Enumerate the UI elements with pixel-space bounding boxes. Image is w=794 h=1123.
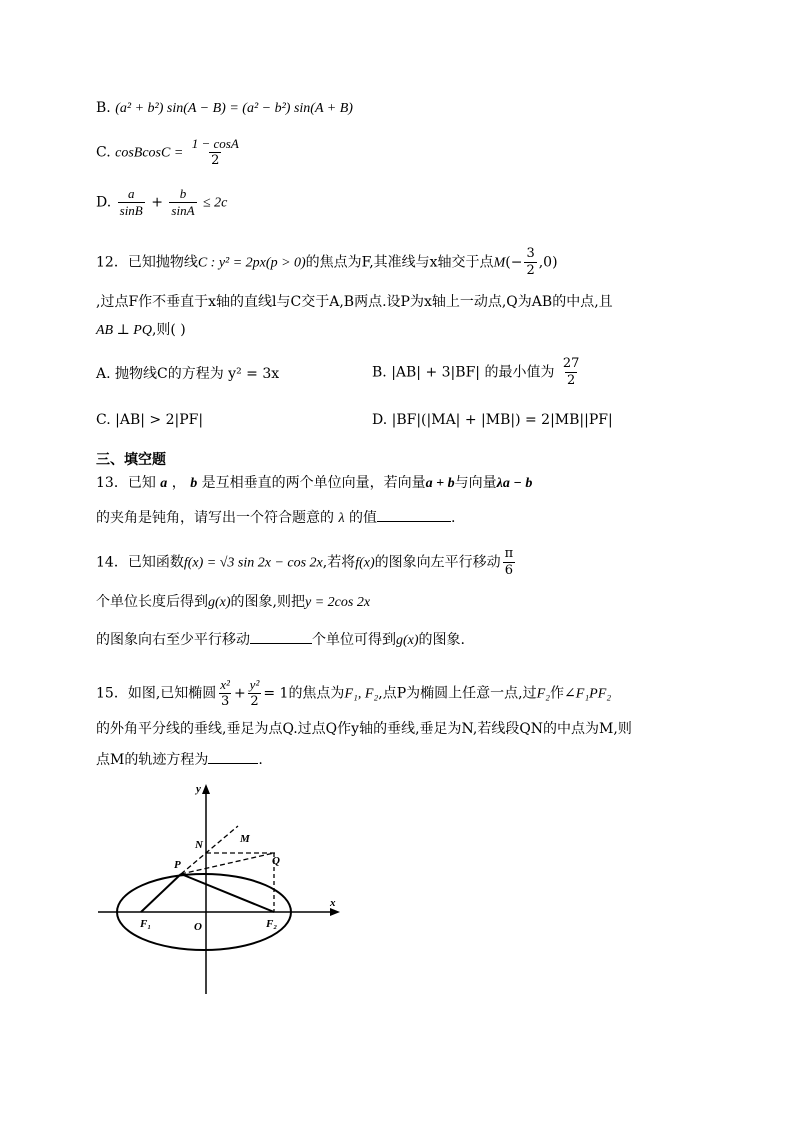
q14-pi-fraction: $\frac{\pi}{6}$ xyxy=(504,546,514,578)
q15-line-1: 15．如图,已知椭圆 $\frac{\text{x²}}{3}$ + $\frac{\text{y²}}{2}$ = 1的焦点为F₁, F₂,点P为椭圆上任意一点,过F₂作∠F₁PF₂ xyxy=(96,677,612,709)
q14-line-1: 14．已知函数f(x) = √3 sin 2x − cos 2x,若将f(x)的图象向左平行移动 $\frac{\pi}{6}$ xyxy=(96,546,514,578)
q12-point-fraction: $\frac{3}{2}$ xyxy=(526,246,535,278)
y-axis-arrow xyxy=(202,784,210,794)
q14-answer-blank[interactable] xyxy=(250,629,312,644)
q14-line-2: 个单位长度后得到g(x)的图象,则把y = 2cos 2x xyxy=(96,594,371,610)
segment-p-q xyxy=(181,853,274,874)
q12-stem-line-2: ,过点F作不垂直于x轴的直线l与C交于A,B两点.设P为x轴上一动点,Q为AB的中点,且 xyxy=(96,294,613,310)
x-axis-arrow xyxy=(330,908,340,916)
label-p: P xyxy=(174,859,181,871)
label-m: M xyxy=(240,833,250,845)
q11-option-b: B. (a² + b²) sin(A − B) = (a² − b²) sin(A + B) xyxy=(96,100,353,116)
q11-option-d: D. $\frac{a}{\sin B}$ + $\frac{b}{\sin A}$ ≤ 2c xyxy=(96,186,228,218)
q11-option-c-fraction: $\frac{1 - \cos A}{2}$ xyxy=(191,136,239,168)
label-q: Q xyxy=(272,855,280,867)
q15-fraction-x: $\frac{\text{x²}}{3}$ xyxy=(220,677,230,709)
q12-option-a: A. 抛物线C的方程为 y² = 3x xyxy=(96,366,280,382)
q15-answer-blank[interactable] xyxy=(208,749,258,764)
q11-option-d-fraction-1: $\frac{a}{\sin B}$ xyxy=(119,186,143,218)
q12-stem-line-1: 12．已知抛物线C : y² = 2px(p > 0)的焦点为F,其准线与x轴交于点M(− $\frac{3}{2}$ ,0) xyxy=(96,246,558,278)
q12-stem-line-3: AB ⊥ PQ,则( ) xyxy=(96,322,186,338)
ellipse-figure xyxy=(96,778,356,1002)
q15-fraction-y: $\frac{\text{y²}}{2}$ xyxy=(249,677,260,709)
label-f1: F₁ xyxy=(140,918,152,930)
q13-answer-blank[interactable] xyxy=(377,507,451,522)
q15-line-2: 的外角平分线的垂线,垂足为点Q.过点Q作y轴的垂线,垂足为N,若线段QN的中点为M,则 xyxy=(96,721,632,737)
q14-line-3: 的图象向右至少平行移动 个单位可得到g(x)的图象. xyxy=(96,629,465,651)
label-y: y xyxy=(196,783,201,795)
external-bisector-line xyxy=(181,826,238,874)
section-3-heading: 三、填空题 xyxy=(96,452,166,468)
q11-option-b-expr: (a² + b²) sin(A − B) = (a² − b²) sin(A + B) xyxy=(115,101,353,116)
label-f2: F₂ xyxy=(266,918,278,930)
q12-option-b: B. |AB| + 3|BF| 的最小值为 $\frac{27}{2}$ xyxy=(372,356,580,388)
q13-line-1: 13．已知 a ， b 是互相垂直的两个单位向量，若向量a + b与向量λa − b xyxy=(96,475,533,491)
label-o: O xyxy=(194,921,202,933)
q13-line-2: 的夹角是钝角，请写出一个符合题意的 λ 的值 . xyxy=(96,507,455,529)
segment-p-f2 xyxy=(181,874,274,912)
label-n: N xyxy=(195,839,203,851)
q12-option-b-fraction: $\frac{27}{2}$ xyxy=(562,356,580,388)
ellipse-diagram xyxy=(96,778,356,998)
q11-option-d-fraction-2: $\frac{b}{\sin A}$ xyxy=(171,186,195,218)
q12-option-c: C. |AB| > 2|PF| xyxy=(96,412,204,428)
q11-option-c: C. cosBcosC = $\frac{1 - \cos A}{2}$ xyxy=(96,136,239,168)
label-x: x xyxy=(330,897,336,909)
q12-option-d: D. |BF|(|MA| + |MB|) = 2|MB||PF| xyxy=(372,412,613,428)
q15-line-3: 点M的轨迹方程为 . xyxy=(96,749,263,770)
